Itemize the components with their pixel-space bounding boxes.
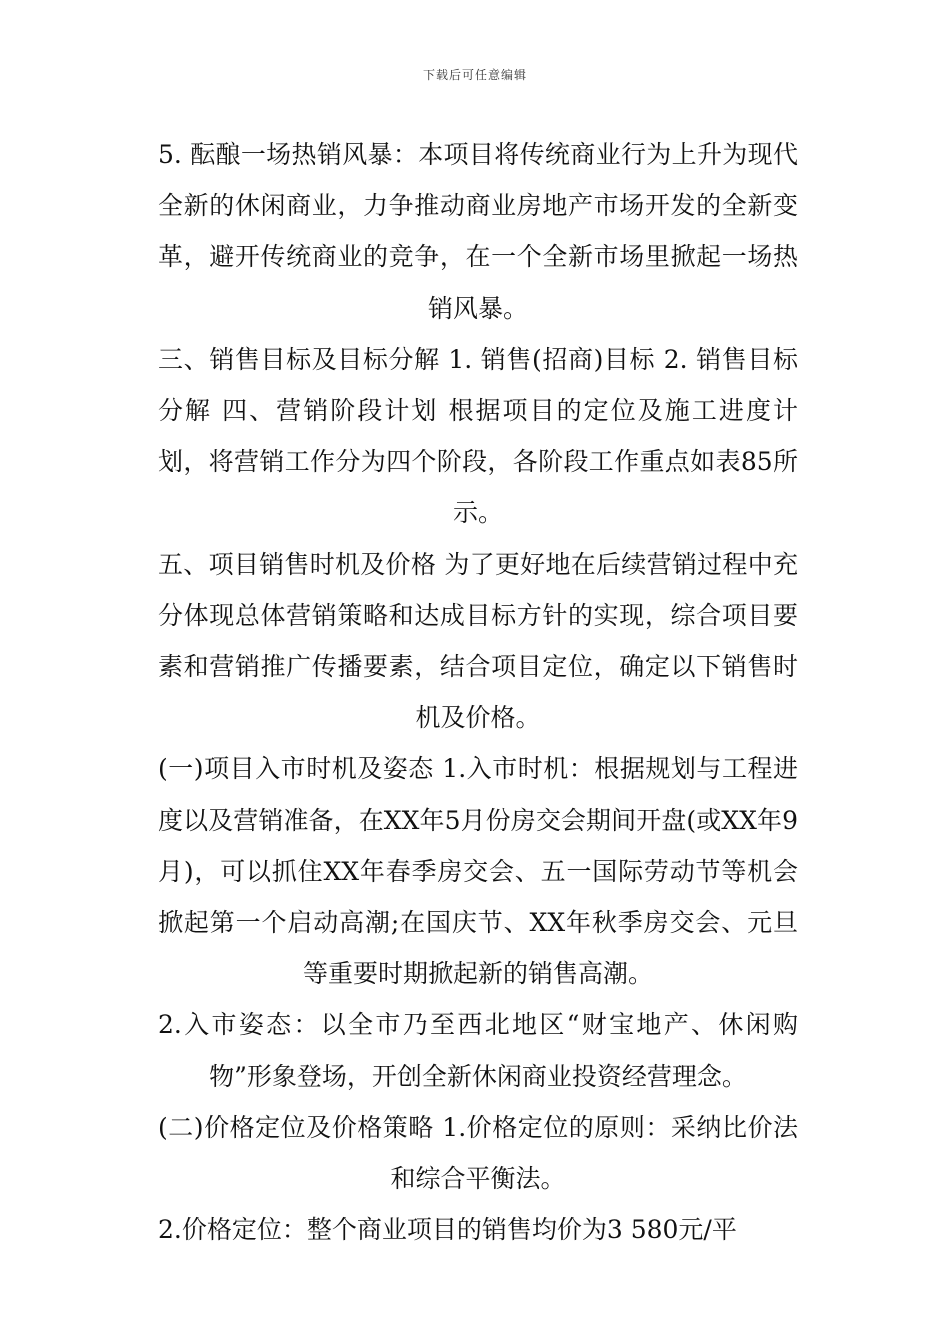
- paragraph-price-positioning-principle: (二)价格定位及价格策略 1.价格定位的原则：采纳比价法和综合平衡法。: [158, 1112, 798, 1194]
- page-header: 下载后可任意编辑: [422, 68, 527, 82]
- paragraph-market-entry-stance: 2.入市姿态：以全市乃至西北地区“财宝地产、休闲购物”形象登场，开创全新休闲商业投资经营理念。: [158, 1010, 798, 1091]
- paragraph-sales-targets: 三、销售目标及目标分解 1. 销售(招商)目标 2. 销售目标分解 四、营销阶段计划 根据项目的定位及施工进度计划，将营销工作分为四个阶段，各阶段工作重点如表85所示。: [158, 344, 798, 528]
- paragraph-timing-and-price: 五、项目销售时机及价格 为了更好地在后续营销过程中充分体现总体营销策略和达成目标方针的实现，综合项目要素和营销推广传播要素，结合项目定位，确定以下销售时机及价格。: [158, 549, 798, 733]
- paragraph-sales-storm: 5. 酝酿一场热销风暴：本项目将传统商业行为上升为现代全新的休闲商业，力争推动商业房地产市场开发的全新变革，避开传统商业的竞争，在一个全新市场里掀起一场热销风暴。: [158, 140, 798, 323]
- paragraph-market-entry-timing: (一)项目入市时机及姿态 1.入市时机：根据规划与工程进度以及营销准备，在XX年5月份房交会期间开盘(或XX年9月)，可以抓住XX年春季房交会、五一国际劳动节等机会掀起第一个启动高潮;在国庆节、XX年秋季房交会、元旦等重要时期掀起新的销售高潮。: [158, 754, 798, 989]
- document-body: [158, 129, 798, 1255]
- paragraph-price-positioning: 2.价格定位：整个商业项目的销售均价为3 580元/平: [158, 1215, 737, 1245]
